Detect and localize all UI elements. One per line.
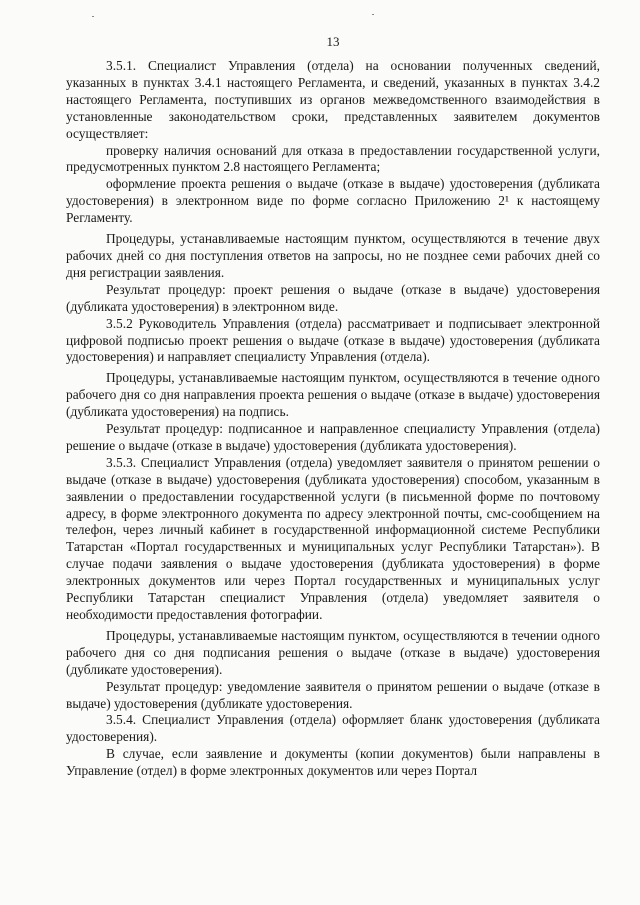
paragraph-procedures-3: Процедуры, устанавливаемые настоящим пунктом, осуществляются в течении одного рабочего дня со дня подписания решения о выдаче (отказе в выдаче) удостоверения (дубликате удостоверения). <box>66 627 600 677</box>
scan-speck <box>372 14 374 15</box>
paragraph-3-5-1: 3.5.1. Специалист Управления (отдела) на основании полученных сведений, указанных в пунктах 3.4.1 настоящего Регламента, и сведений, указанных в пунктах 3.4.2 настоящего Регламента, поступивших из органов межведомственного взаимодействия в установленные законодательством сроки, представленных заявителем документов осуществляет: <box>66 58 600 141</box>
paragraph-procedures-2: Процедуры, устанавливаемые настоящим пунктом, осуществляются в течение одного рабочего дня со дня направления проекта решения о выдаче (отказе в выдаче) удостоверения (дубликата удостоверения) на подпись. <box>66 370 600 420</box>
paragraph-check-grounds: проверку наличия оснований для отказа в предоставлении государственной услуги, предусмотренных пунктом 2.8 настоящего Регламента; <box>66 142 600 175</box>
paragraph-result-2: Результат процедур: подписанное и направленное специалисту Управления (отдела) решение о выдаче (отказе в выдаче) удостоверения (дубликата удостоверения). <box>66 421 600 453</box>
paragraph-3-5-3: 3.5.3. Специалист Управления (отдела) уведомляет заявителя о принятом решении о выдаче (отказе в выдаче) удостоверения (дубликата удостоверения) способом, указанным в заявлении о предоставлении государственной услуги (в письменной форме по почтовому адресу, в форме электронного документа по адресу электронной почты, смс-сообщением на телефон, через личный кабинет в государственной информационной системе Республики Татарстан «Портал государственных и муниципальных услуг Республики Татарстан»). В случае подачи заявления о выдаче удостоверения (дубликата удостоверения) в форме электронных документов или через Портал государственных и муниципальных услуг Республики Татарстан специалист Управления (отдела) уведомляет заявителя о необходимости предоставления фотографии. <box>66 454 600 622</box>
paragraph-draft-decision: оформление проекта решения о выдаче (отказе в выдаче) удостоверения (дубликата удостоверения) в электронном виде по форме согласно Приложению 2¹ к настоящему Регламенту. <box>66 176 600 226</box>
paragraph-result-3: Результат процедур: уведомление заявителя о принятом решении о выдаче (отказе в выдаче) удостоверения (дубликате удостоверения. <box>66 678 600 711</box>
page-number: 13 <box>326 34 340 49</box>
paragraph-3-5-2: 3.5.2 Руководитель Управления (отдела) рассматривает и подписывает электронной цифровой подписью проект решения о выдаче (отказе в выдаче) удостоверения (дубликата удостоверения) и направляет специалисту Управления (отдела). <box>66 315 600 365</box>
paragraph-procedures-1: Процедуры, устанавливаемые настоящим пунктом, осуществляются в течение двух рабочих дней со дня поступления ответов на запросы, но не позднее семи рабочих дней со дня регистрации заявления. <box>66 231 600 280</box>
paragraph-electronic-submission: В случае, если заявление и документы (копии документов) были направлены в Управление (отдел) в форме электронных документов или через Портал <box>66 746 600 779</box>
paragraph-result-1: Результат процедур: проект решения о выдаче (отказе в выдаче) удостоверения (дубликата удостоверения) в электронном виде. <box>66 281 600 314</box>
paragraph-3-5-4: 3.5.4. Специалист Управления (отдела) оформляет бланк удостоверения (дубликата удостоверения). <box>66 712 600 745</box>
scan-speck <box>92 16 94 17</box>
